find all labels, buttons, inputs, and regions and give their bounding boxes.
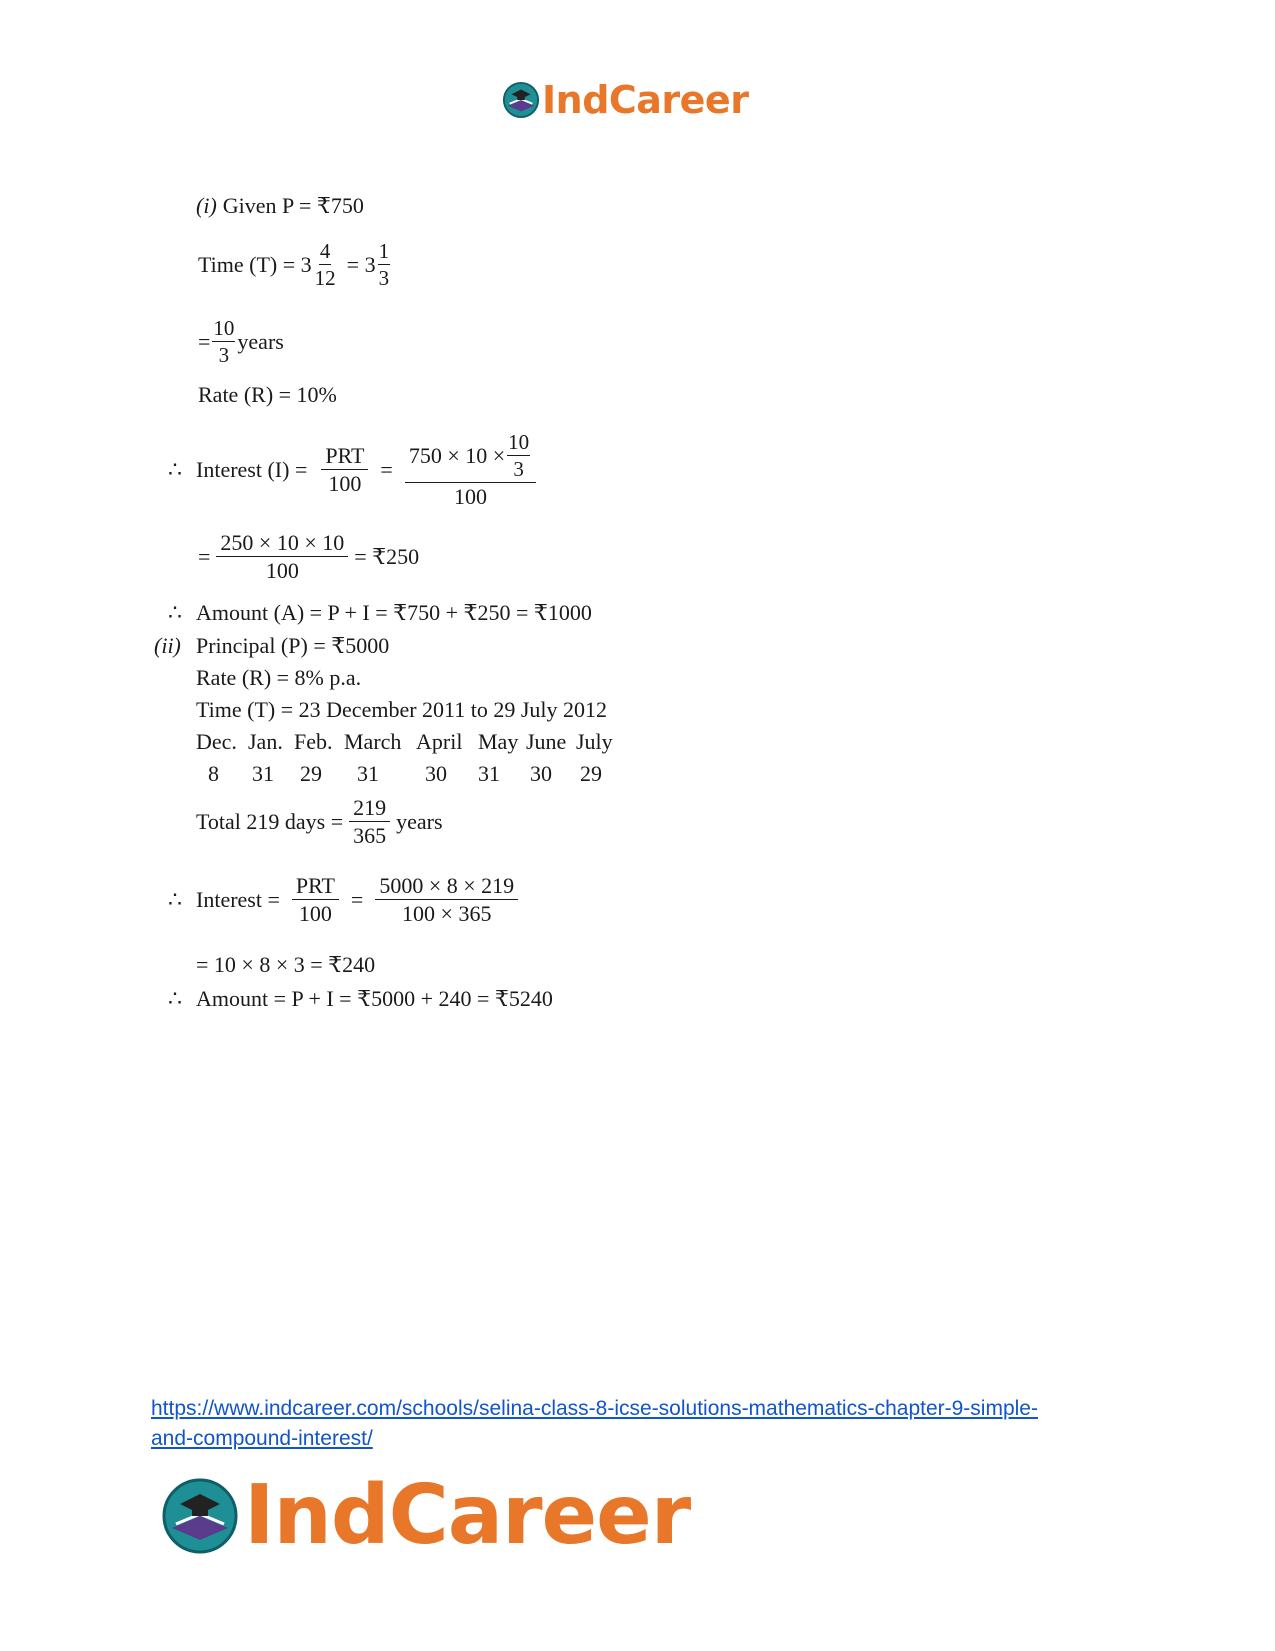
- day-cell: 30: [425, 761, 447, 786]
- day-cell: 29: [580, 761, 602, 786]
- fraction-denominator: 100: [298, 901, 332, 927]
- days-row: [208, 761, 616, 787]
- day-cell: 31: [252, 761, 274, 786]
- fraction-numerator: 10: [507, 430, 530, 456]
- month-cell: Feb.: [294, 729, 333, 754]
- interest-prefix: Interest (I) =: [196, 456, 308, 482]
- fraction-denominator: 12: [314, 266, 336, 291]
- fraction-denominator: 365: [353, 823, 387, 849]
- calc-result: = ₹250: [354, 543, 420, 569]
- inner-fraction: [507, 430, 530, 481]
- prt-fraction: [321, 443, 368, 497]
- years-word: years: [237, 328, 284, 354]
- interest-line: [168, 430, 542, 510]
- principal-text: Principal (P) = ₹5000: [196, 633, 390, 658]
- fraction-denominator: 100: [328, 471, 362, 497]
- calc-ii-fraction: [375, 873, 518, 927]
- month-cell: April: [416, 729, 463, 754]
- rate-text: Rate (R) = 10%: [198, 382, 337, 407]
- rate-line: [198, 382, 337, 408]
- fraction-numerator: 1: [378, 239, 391, 265]
- time-fraction-2: [378, 239, 391, 290]
- total-fraction: [349, 795, 390, 849]
- fraction-numerator: PRT: [292, 873, 339, 900]
- equals-sign: =: [350, 886, 364, 912]
- years-fraction: [212, 316, 235, 367]
- time-mid: = 3: [346, 251, 376, 277]
- fraction-numerator: PRT: [321, 443, 368, 470]
- therefore-symbol: ∴: [168, 600, 182, 625]
- calc-fraction: [216, 530, 348, 584]
- fraction-numerator: 10: [212, 316, 235, 342]
- source-link[interactable]: [151, 1394, 1131, 1454]
- compound-numerator-text: 750 × 10 ×: [408, 442, 506, 468]
- part-i-label: (i): [196, 193, 217, 218]
- day-cell: 31: [357, 761, 379, 786]
- month-cell: May: [478, 729, 519, 754]
- source-link-line-1: https://www.indcareer.com/schools/selina-class-8-icse-solutions-mathematics-chapter-9-simple-: [151, 1397, 1038, 1420]
- therefore-symbol: ∴: [168, 456, 182, 482]
- result-ii-line: [196, 952, 375, 978]
- fraction-denominator: 100: [453, 484, 487, 510]
- month-cell: Jan.: [248, 729, 283, 754]
- month-cell: Dec.: [196, 729, 237, 754]
- amount-line: [168, 600, 592, 626]
- month-cell: March: [344, 729, 402, 754]
- fraction-denominator: 3: [218, 343, 230, 368]
- fraction-denominator: 100 × 365: [402, 901, 492, 927]
- day-cell: 8: [208, 761, 219, 786]
- result-ii-text: = 10 × 8 × 3 = ₹240: [196, 952, 376, 977]
- fraction-denominator: 3: [513, 457, 524, 482]
- day-cell: 29: [300, 761, 322, 786]
- months-row: [196, 729, 620, 755]
- fraction-numerator: 219: [349, 795, 390, 822]
- rate-ii-line: [196, 665, 361, 691]
- graduation-book-icon: [160, 1476, 240, 1556]
- given-line: [196, 193, 364, 219]
- logo-wordmark: IndCareer: [244, 1468, 691, 1563]
- amount-ii-text: Amount = P + I = ₹5000 + 240 = ₹5240: [196, 986, 553, 1011]
- fraction-denominator: 100: [265, 558, 299, 584]
- fraction-denominator: 3: [378, 266, 390, 291]
- fraction-numerator: 4: [319, 239, 332, 265]
- amount-text: Amount (A) = P + I = ₹750 + ₹250 = ₹1000: [196, 600, 592, 625]
- fraction-numerator: 250 × 10 × 10: [216, 530, 348, 557]
- part-ii-label: (ii): [154, 633, 181, 658]
- month-cell: July: [576, 729, 613, 754]
- interest-ii-line: [168, 873, 524, 927]
- calc-line: [198, 530, 419, 584]
- therefore-symbol: ∴: [168, 886, 182, 912]
- compound-numerator: [405, 430, 536, 483]
- compound-fraction: [405, 430, 536, 510]
- amount-ii-line: [168, 986, 553, 1012]
- day-cell: 30: [530, 761, 552, 786]
- years-line: [198, 316, 284, 367]
- time-ii-text: Time (T) = 23 December 2011 to 29 July 2012: [196, 697, 608, 722]
- time-ii-line: [196, 697, 607, 723]
- time-line: [198, 239, 392, 290]
- total-prefix: Total 219 days =: [196, 808, 344, 834]
- fraction-numerator: 5000 × 8 × 219: [375, 873, 518, 900]
- equals-sign: =: [198, 543, 211, 569]
- equals-sign: =: [380, 456, 393, 482]
- therefore-symbol: ∴: [168, 986, 182, 1011]
- given-text: Given P = ₹750: [222, 193, 364, 218]
- total-suffix: years: [396, 808, 443, 834]
- prt-ii-fraction: [292, 873, 339, 927]
- time-prefix: Time (T) = 3: [198, 251, 312, 277]
- logo-wordmark: IndCareer: [542, 78, 749, 122]
- interest-ii-prefix: Interest =: [196, 886, 280, 912]
- month-cell: June: [526, 729, 567, 754]
- time-fraction-1: [314, 239, 337, 290]
- rate-ii-text: Rate (R) = 8% p.a.: [196, 665, 362, 690]
- years-eq: =: [198, 328, 211, 354]
- indcareer-logo-bottom: [160, 1468, 690, 1563]
- source-link-line-2: and-compound-interest/: [151, 1427, 373, 1450]
- total-line: [196, 795, 443, 849]
- principal-line: [154, 633, 389, 659]
- day-cell: 31: [478, 761, 500, 786]
